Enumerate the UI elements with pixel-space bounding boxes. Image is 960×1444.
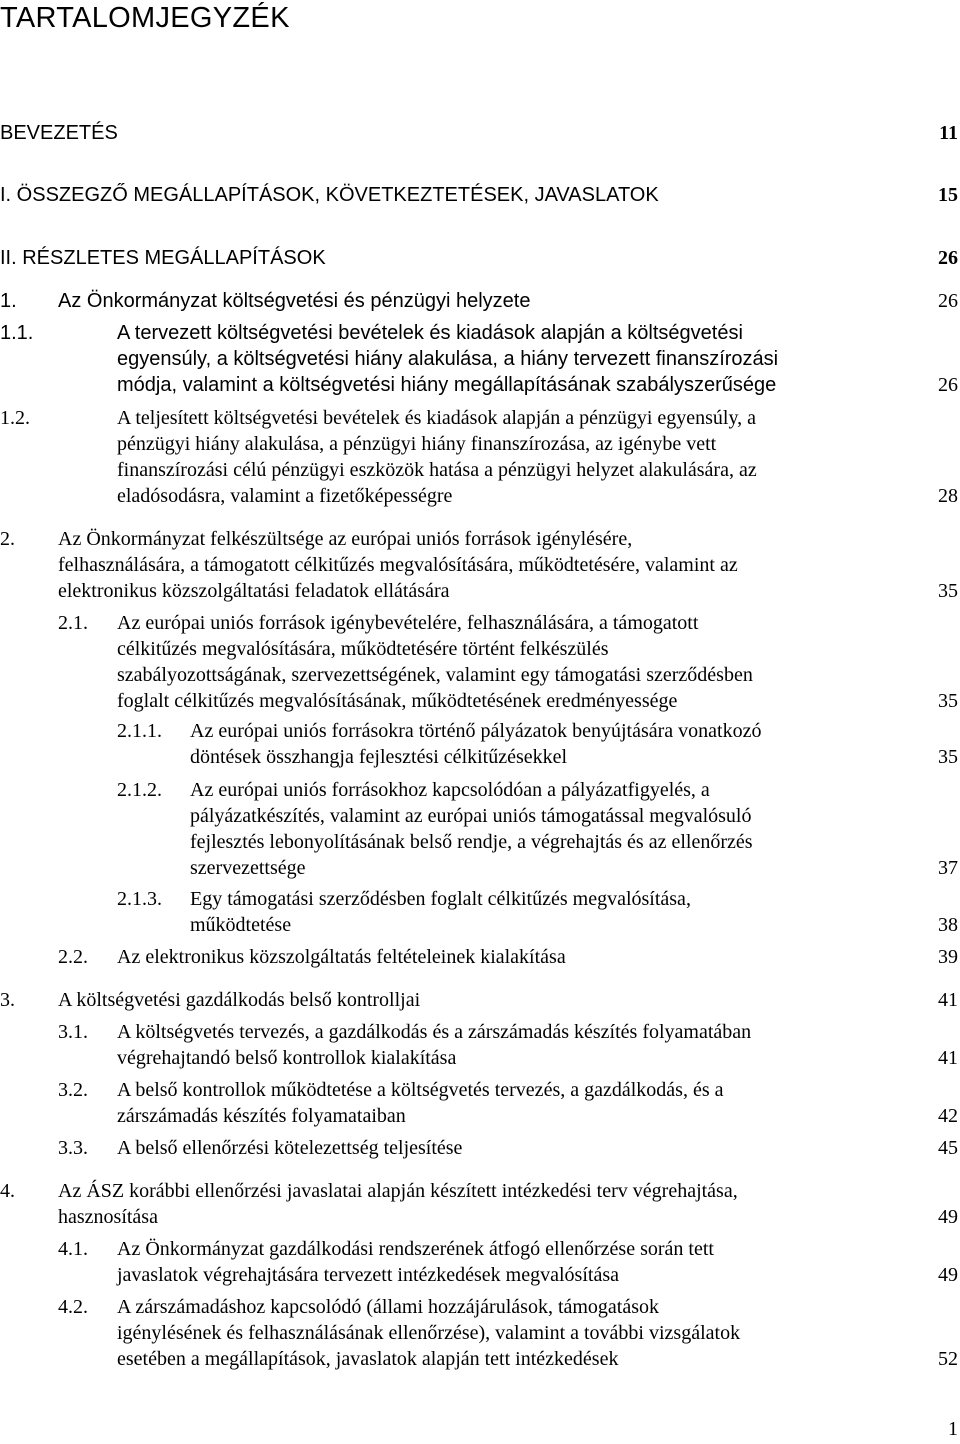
toc-entry-page: 41 xyxy=(938,989,958,1011)
toc-entry-page: 45 xyxy=(938,1137,958,1159)
page-title: TARTALOMJEGYZÉK xyxy=(0,2,290,34)
toc-entry-text: szervezettsége xyxy=(190,857,306,879)
toc-entry-page: 41 xyxy=(938,1047,958,1069)
toc-entry-page: 26 xyxy=(938,374,958,396)
toc-entry-text: I. ÖSSZEGZŐ MEGÁLLAPÍTÁSOK, KÖVETKEZTETÉSEK, JAVASLATOK xyxy=(0,184,659,206)
toc-entry-text: A zárszámadáshoz kapcsolódó (állami hozzájárulások, támogatások xyxy=(117,1296,660,1318)
toc-entry-text: célkitűzés megvalósítására, működtetésére történt felkészülés xyxy=(117,638,609,660)
toc-entry-number: 4. xyxy=(0,1180,15,1202)
toc-entry-text: pályázatkészítés, valamint az európai uniós támogatással megvalósuló xyxy=(190,805,752,827)
toc-entry-text: A belső ellenőrzési kötelezettség teljesítése xyxy=(117,1137,463,1159)
toc-entry-page: 38 xyxy=(938,914,958,936)
toc-entry-text: A tervezett költségvetési bevételek és kiadások alapján a költségvetési xyxy=(117,322,743,344)
toc-entry-text: igénylésének és felhasználásának ellenőrzése), valamint a további vizsgálatok xyxy=(117,1322,741,1344)
toc-entry-text: A teljesített költségvetési bevételek és kiadások alapján a pénzügyi egyensúly, a xyxy=(117,407,757,429)
toc-entry-number: 2.1.1. xyxy=(117,720,162,742)
toc-entry-number: 1. xyxy=(0,290,17,312)
toc-entry-text: felhasználására, a támogatott célkitűzés megvalósítására, működtetésére, valamint az xyxy=(58,554,738,576)
toc-entry-page: 49 xyxy=(938,1264,958,1286)
toc-entry-number: 4.2. xyxy=(58,1296,88,1318)
toc-entry-text: végrehajtandó belső kontrollok kialakítása xyxy=(117,1047,457,1069)
toc-entry-number: 2.1.3. xyxy=(117,888,162,910)
toc-entry-page: 28 xyxy=(938,485,958,507)
toc-entry-text: Az ÁSZ korábbi ellenőrzési javaslatai alapján készített intézkedési terv végrehajtása, xyxy=(58,1180,738,1202)
toc-entry-text: szabályozottságának, szervezettségének, valamint egy támogatási szerződésben xyxy=(117,664,753,686)
toc-entry-text: Az európai uniós forrásokhoz kapcsolódóan a pályázatfigyelés, a xyxy=(190,779,710,801)
toc-entry-text: Az elektronikus közszolgáltatás feltételeinek kialakítása xyxy=(117,946,566,968)
toc-entry-text: Az Önkormányzat költségvetési és pénzügyi helyzete xyxy=(58,290,531,312)
toc-entry-page: 35 xyxy=(938,690,958,712)
toc-entry-number: 2.2. xyxy=(58,946,88,968)
toc-entry-text: elektronikus közszolgáltatási feladatok ellátására xyxy=(58,580,450,602)
toc-entry-page: 26 xyxy=(938,290,958,312)
toc-entry-text: működtetése xyxy=(190,914,292,936)
toc-entry-page: 39 xyxy=(938,946,958,968)
toc-entry-number: 1.2. xyxy=(0,407,30,429)
toc-entry-page: 42 xyxy=(938,1105,958,1127)
toc-entry-text: hasznosítása xyxy=(58,1206,158,1228)
toc-entry-number: 1.1. xyxy=(0,322,34,344)
toc-entry-text: A költségvetés tervezés, a gazdálkodás és a zárszámadás készítés folyamatában xyxy=(117,1021,752,1043)
toc-entry-page: 11 xyxy=(939,122,958,144)
page-number: 1 xyxy=(948,1418,958,1440)
toc-entry-number: 2. xyxy=(0,528,15,550)
toc-entry-page: 35 xyxy=(938,580,958,602)
toc-entry-page: 49 xyxy=(938,1206,958,1228)
toc-entry-page: 15 xyxy=(938,184,958,206)
toc-entry-text: egyensúly, a költségvetési hiány alakulása, a hiány tervezett finanszírozási xyxy=(117,348,779,370)
toc-entry-page: 35 xyxy=(938,746,958,768)
toc-entry-text: A belső kontrollok működtetése a költségvetés tervezés, a gazdálkodás, és a xyxy=(117,1079,724,1101)
toc-entry-text: II. RÉSZLETES MEGÁLLAPÍTÁSOK xyxy=(0,247,326,269)
toc-entry-number: 3.1. xyxy=(58,1021,88,1043)
toc-entry-number: 2.1. xyxy=(58,612,88,634)
toc-entry-page: 26 xyxy=(938,247,958,269)
toc-entry-text: eladósodásra, valamint a fizetőképességre xyxy=(117,485,453,507)
toc-entry-text: Az európai uniós forrásokra történő pályázatok benyújtására vonatkozó xyxy=(190,720,762,742)
toc-entry-text: zárszámadás készítés folyamataiban xyxy=(117,1105,406,1127)
toc-entry-text: A költségvetési gazdálkodás belső kontrolljai xyxy=(58,989,421,1011)
toc-entry-number: 3.2. xyxy=(58,1079,88,1101)
toc-entry-text: esetében a megállapítások, javaslatok alapján tett intézkedések xyxy=(117,1348,619,1370)
toc-entry-text: Az európai uniós források igénybevételére, felhasználására, a támogatott xyxy=(117,612,699,634)
toc-entry-text: módja, valamint a költségvetési hiány megállapításának szabályszerűsége xyxy=(117,374,777,396)
toc-entry-page: 52 xyxy=(938,1348,958,1370)
toc-entry-text: foglalt célkitűzés megvalósításának, működtetésének eredményessége xyxy=(117,690,678,712)
toc-entry-number: 4.1. xyxy=(58,1238,88,1260)
toc-entry-text: Az Önkormányzat gazdálkodási rendszerének átfogó ellenőrzése során tett xyxy=(117,1238,714,1260)
toc-entry-text: fejlesztés lebonyolításának belső rendje, a végrehajtás és az ellenőrzés xyxy=(190,831,753,853)
toc-entry-number: 3. xyxy=(0,989,15,1011)
toc-entry-text: döntések összhangja fejlesztési célkitűzésekkel xyxy=(190,746,568,768)
toc-entry-text: finanszírozási célú pénzügyi eszközök hatása a pénzügyi helyzet alakulására, az xyxy=(117,459,757,481)
toc-entry-text: BEVEZETÉS xyxy=(0,122,118,144)
toc-entry-number: 3.3. xyxy=(58,1137,88,1159)
toc-entry-page: 37 xyxy=(938,857,958,879)
toc-entry-text: Egy támogatási szerződésben foglalt célkitűzés megvalósítása, xyxy=(190,888,691,910)
toc-entry-text: pénzügyi hiány alakulása, a pénzügyi hiány finanszírozása, az igénybe vett xyxy=(117,433,717,455)
toc-entry-text: Az Önkormányzat felkészültsége az európai uniós források igénylésére, xyxy=(58,528,633,550)
toc-entry-text: javaslatok végrehajtására tervezett intézkedések megvalósítása xyxy=(117,1264,619,1286)
toc-entry-number: 2.1.2. xyxy=(117,779,162,801)
